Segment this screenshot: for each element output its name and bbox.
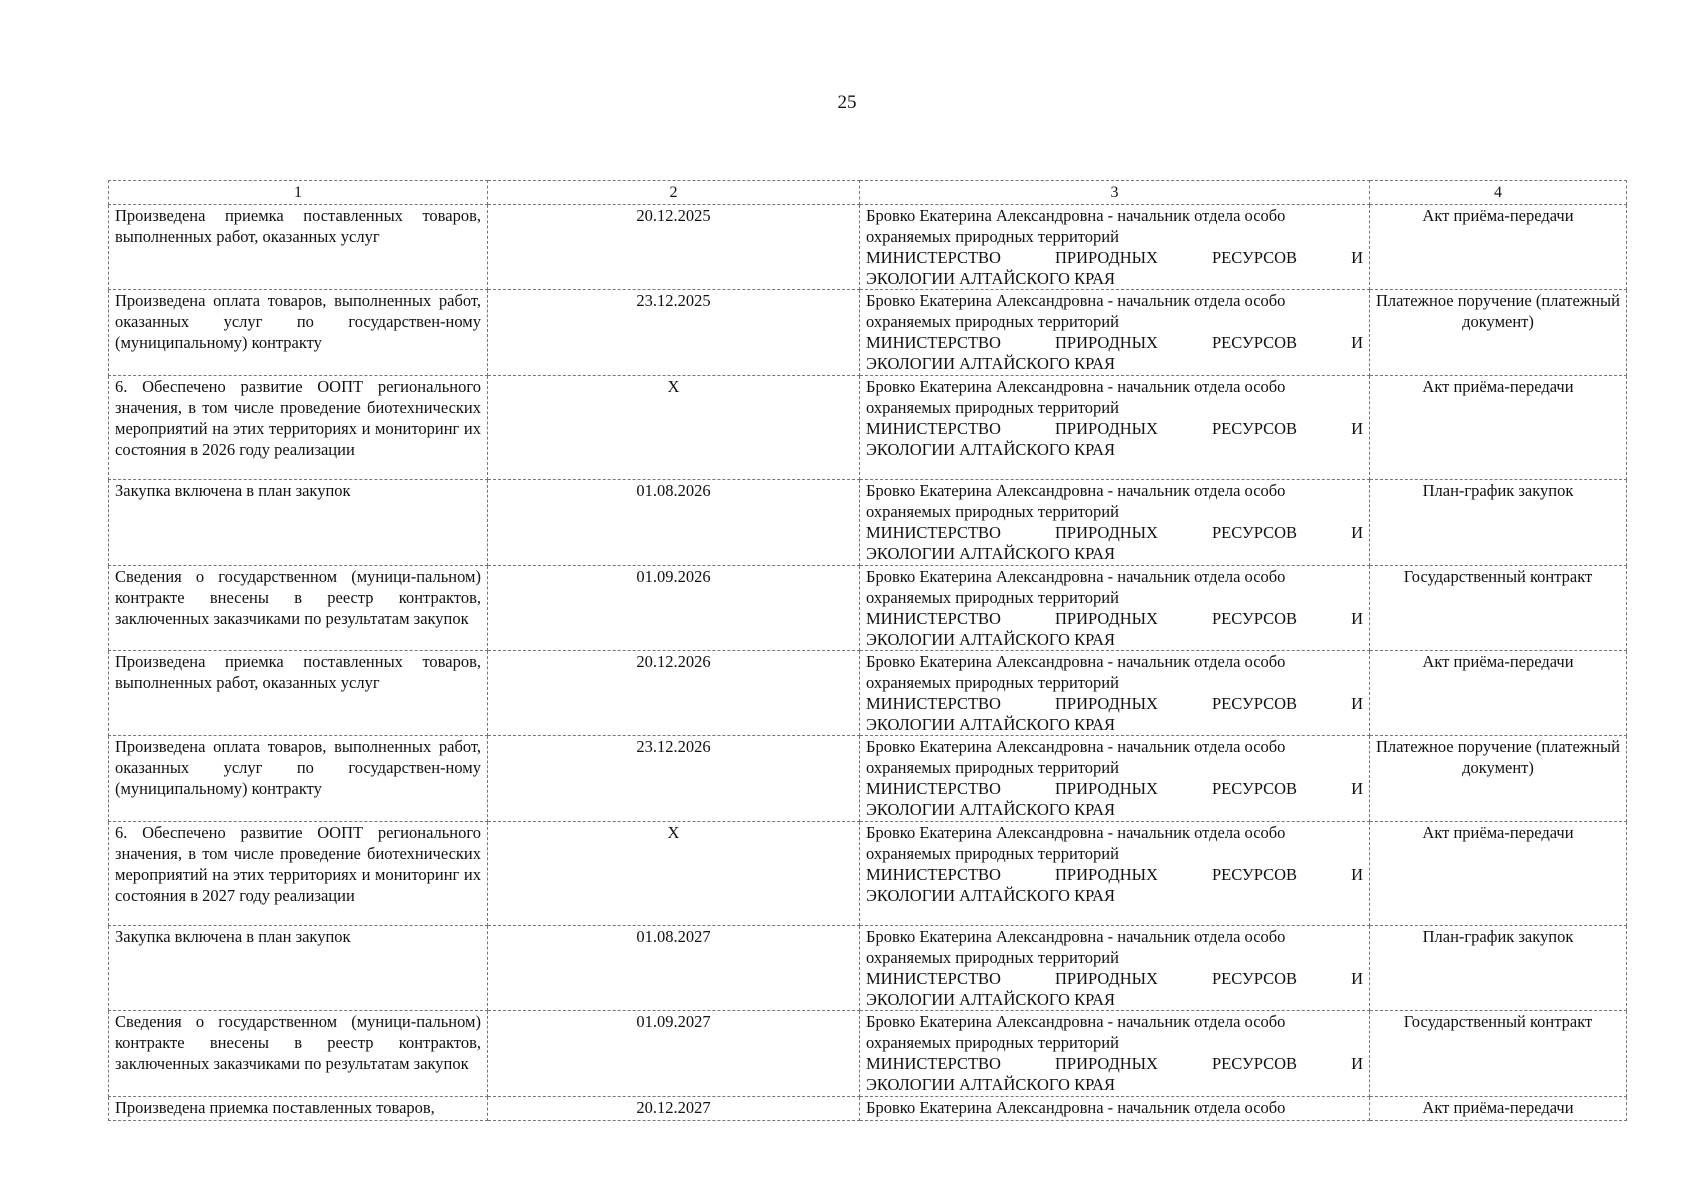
responsible-cell	[860, 205, 1370, 290]
table-row	[109, 566, 1627, 651]
organization-line-2: ЭКОЛОГИИ АЛТАЙСКОГО КРАЯ	[866, 990, 1116, 1009]
col-header-3: 3	[860, 181, 1370, 205]
table-row	[109, 376, 1627, 480]
table-row	[109, 926, 1627, 1011]
organization-line-1: МИНИСТЕРСТВО ПРИРОДНЫХ РЕСУРСОВ И	[866, 333, 1363, 352]
organization-line-1: МИНИСТЕРСТВО ПРИРОДНЫХ РЕСУРСОВ И	[866, 694, 1363, 713]
organization-line-1: МИНИСТЕРСТВО ПРИРОДНЫХ РЕСУРСОВ И	[866, 1054, 1363, 1073]
col-header-4: 4	[1370, 181, 1627, 205]
organization-line-2: ЭКОЛОГИИ АЛТАЙСКОГО КРАЯ	[866, 886, 1116, 905]
page-number: 25	[837, 92, 857, 113]
date-cell: X	[488, 376, 860, 480]
event-cell: 6. Обеспечено развитие ООПТ регионального значения, в том числе проведение биотехнических мероприятий на этих территориях и мониторинг их состояния в 2027 году реализации	[109, 822, 488, 926]
table-row	[109, 480, 1627, 566]
date-cell: 01.08.2026	[488, 480, 860, 566]
organization-line-2: ЭКОЛОГИИ АЛТАЙСКОГО КРАЯ	[866, 800, 1116, 819]
event-cell: Произведена приемка поставленных товаров,	[109, 1097, 488, 1121]
organization-line-2: ЭКОЛОГИИ АЛТАЙСКОГО КРАЯ	[866, 440, 1116, 459]
document-cell: Платежное поручение (платежный документ)	[1370, 290, 1627, 376]
organization-line-2: ЭКОЛОГИИ АЛТАЙСКОГО КРАЯ	[866, 715, 1116, 734]
document-cell: Акт приёма-передачи	[1370, 1097, 1627, 1121]
col-header-2: 2	[488, 181, 860, 205]
responsible-person: Бровко Екатерина Александровна - начальник отдела особо охраняемых природных территорий	[866, 737, 1286, 777]
responsible-cell	[860, 651, 1370, 736]
responsible-person: Бровко Екатерина Александровна - начальник отдела особо охраняемых природных территорий	[866, 377, 1286, 417]
date-cell: X	[488, 822, 860, 926]
responsible-cell	[860, 290, 1370, 376]
date-cell: 23.12.2025	[488, 290, 860, 376]
table-row	[109, 736, 1627, 822]
table-row	[109, 290, 1627, 376]
document-cell: План-график закупок	[1370, 926, 1627, 1011]
responsible-cell	[860, 926, 1370, 1011]
organization-line-1: МИНИСТЕРСТВО ПРИРОДНЫХ РЕСУРСОВ И	[866, 523, 1363, 542]
date-cell: 01.08.2027	[488, 926, 860, 1011]
schedule-table	[108, 180, 1627, 1121]
organization-line-1: МИНИСТЕРСТВО ПРИРОДНЫХ РЕСУРСОВ И	[866, 779, 1363, 798]
organization-line-2: ЭКОЛОГИИ АЛТАЙСКОГО КРАЯ	[866, 544, 1116, 563]
responsible-person: Бровко Екатерина Александровна - начальник отдела особо охраняемых природных территорий	[866, 291, 1286, 331]
document-cell: Акт приёма-передачи	[1370, 651, 1627, 736]
responsible-person: Бровко Екатерина Александровна - начальник отдела особо охраняемых природных территорий	[866, 567, 1286, 607]
responsible-person: Бровко Екатерина Александровна - начальник отдела особо охраняемых природных территорий	[866, 481, 1286, 521]
document-cell: Акт приёма-передачи	[1370, 376, 1627, 480]
responsible-cell	[860, 1011, 1370, 1097]
responsible-cell	[860, 1097, 1370, 1121]
responsible-cell	[860, 822, 1370, 926]
document-cell: Акт приёма-передачи	[1370, 822, 1627, 926]
responsible-person: Бровко Екатерина Александровна - начальник отдела особо охраняемых природных территорий	[866, 206, 1286, 246]
responsible-person: Бровко Екатерина Александровна - начальник отдела особо охраняемых природных территорий	[866, 927, 1286, 967]
responsible-person: Бровко Екатерина Александровна - начальник отдела особо охраняемых природных территорий	[866, 652, 1286, 692]
event-cell: Сведения о государственном (муници-пальном) контракте внесены в реестр контрактов, заключенных заказчиками по результатам закупок	[109, 566, 488, 651]
col-header-1: 1	[109, 181, 488, 205]
responsible-cell	[860, 480, 1370, 566]
organization-line-1: МИНИСТЕРСТВО ПРИРОДНЫХ РЕСУРСОВ И	[866, 419, 1363, 438]
responsible-cell	[860, 566, 1370, 651]
date-cell: 23.12.2026	[488, 736, 860, 822]
organization-line-1: МИНИСТЕРСТВО ПРИРОДНЫХ РЕСУРСОВ И	[866, 969, 1363, 988]
responsible-person: Бровко Екатерина Александровна - начальник отдела особо	[866, 1098, 1286, 1117]
event-cell: Произведена оплата товаров, выполненных работ, оказанных услуг по государствен-ному (муниципальному) контракту	[109, 736, 488, 822]
organization-line-2: ЭКОЛОГИИ АЛТАЙСКОГО КРАЯ	[866, 630, 1116, 649]
event-cell: Сведения о государственном (муници-пальном) контракте внесены в реестр контрактов, заключенных заказчиками по результатам закупок	[109, 1011, 488, 1097]
event-cell: Закупка включена в план закупок	[109, 480, 488, 566]
document-cell: Платежное поручение (платежный документ)	[1370, 736, 1627, 822]
organization-line-2: ЭКОЛОГИИ АЛТАЙСКОГО КРАЯ	[866, 354, 1116, 373]
table-row	[109, 1097, 1627, 1121]
organization-line-2: ЭКОЛОГИИ АЛТАЙСКОГО КРАЯ	[866, 1075, 1116, 1094]
table-row	[109, 1011, 1627, 1097]
responsible-person: Бровко Екатерина Александровна - начальник отдела особо охраняемых природных территорий	[866, 1012, 1286, 1052]
document-cell: Акт приёма-передачи	[1370, 205, 1627, 290]
date-cell: 01.09.2027	[488, 1011, 860, 1097]
document-cell: План-график закупок	[1370, 480, 1627, 566]
table-row	[109, 822, 1627, 926]
event-cell: Произведена оплата товаров, выполненных работ, оказанных услуг по государствен-ному (муниципальному) контракту	[109, 290, 488, 376]
table-row	[109, 205, 1627, 290]
responsible-person: Бровко Екатерина Александровна - начальник отдела особо охраняемых природных территорий	[866, 823, 1286, 863]
event-cell: Произведена приемка поставленных товаров, выполненных работ, оказанных услуг	[109, 205, 488, 290]
organization-line-2: ЭКОЛОГИИ АЛТАЙСКОГО КРАЯ	[866, 269, 1116, 288]
date-cell: 20.12.2026	[488, 651, 860, 736]
date-cell: 20.12.2025	[488, 205, 860, 290]
responsible-cell	[860, 736, 1370, 822]
document-cell: Государственный контракт	[1370, 1011, 1627, 1097]
header-row	[109, 181, 1627, 205]
event-cell: Произведена приемка поставленных товаров, выполненных работ, оказанных услуг	[109, 651, 488, 736]
event-cell: 6. Обеспечено развитие ООПТ регионального значения, в том числе проведение биотехнических мероприятий на этих территориях и мониторинг их состояния в 2026 году реализации	[109, 376, 488, 480]
responsible-cell	[860, 376, 1370, 480]
document-cell: Государственный контракт	[1370, 566, 1627, 651]
organization-line-1: МИНИСТЕРСТВО ПРИРОДНЫХ РЕСУРСОВ И	[866, 865, 1363, 884]
table-row	[109, 651, 1627, 736]
organization-line-1: МИНИСТЕРСТВО ПРИРОДНЫХ РЕСУРСОВ И	[866, 248, 1363, 267]
event-cell: Закупка включена в план закупок	[109, 926, 488, 1011]
date-cell: 01.09.2026	[488, 566, 860, 651]
organization-line-1: МИНИСТЕРСТВО ПРИРОДНЫХ РЕСУРСОВ И	[866, 609, 1363, 628]
date-cell: 20.12.2027	[488, 1097, 860, 1121]
